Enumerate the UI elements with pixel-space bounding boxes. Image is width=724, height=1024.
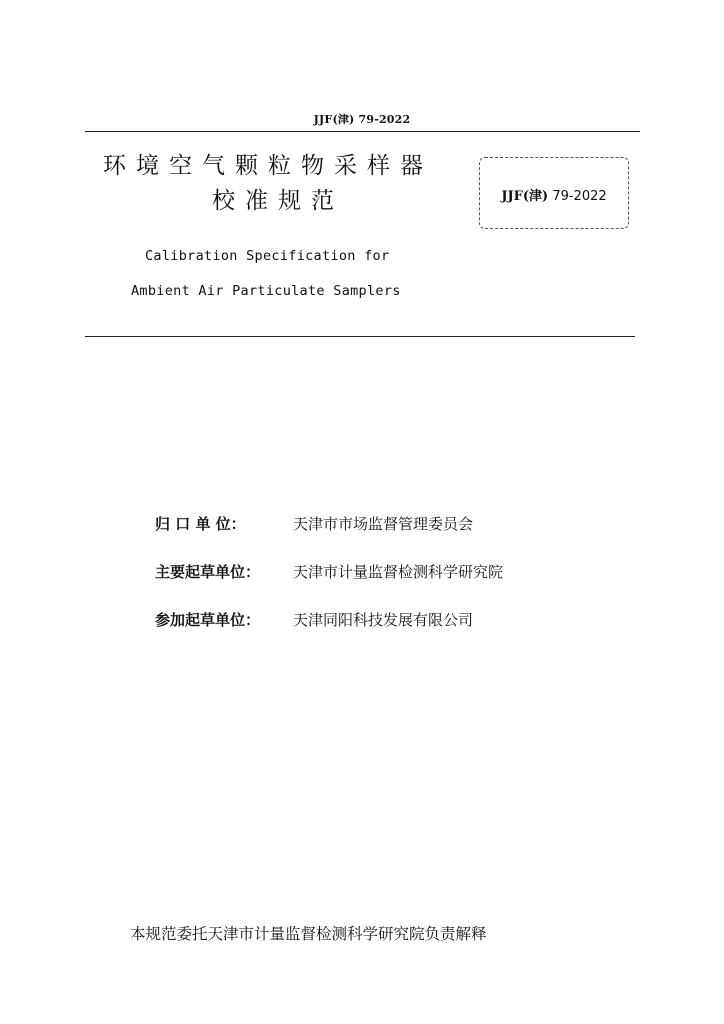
org-label-main-drafter: 主要起草单位： [155, 563, 261, 581]
org-row-main-drafter [155, 561, 503, 582]
title-english-line-1: Calibration Specification for [145, 248, 390, 264]
title-chinese-line-2: 校准规范 [212, 188, 344, 214]
org-value-participating-drafter: 天津同阳科技发展有限公司 [293, 611, 474, 629]
title-chinese-line-1: 环境空气颗粒物采样器 [103, 153, 433, 179]
document-code-number: 79-2022 [552, 189, 607, 204]
footer-interpretation-note: 本规范委托天津市计量监督检测科学研究院负责解释 [130, 925, 487, 943]
org-row-responsible [155, 513, 473, 534]
org-row-participating-drafter [155, 609, 473, 630]
top-divider [85, 131, 640, 132]
document-code [480, 185, 628, 204]
org-value-responsible: 天津市市场监督管理委员会 [293, 515, 474, 533]
org-label-responsible: 归 口 单 位： [155, 515, 246, 533]
document-code-box [479, 157, 629, 229]
bottom-divider [85, 336, 635, 337]
title-english-line-2: Ambient Air Particulate Samplers [131, 283, 401, 299]
header-document-code: JJF(津) 79-2022 [313, 113, 411, 126]
org-label-participating-drafter: 参加起草单位： [155, 611, 261, 629]
org-value-main-drafter: 天津市计量监督检测科学研究院 [293, 563, 504, 581]
document-code-prefix: JJF(津) [501, 189, 549, 204]
